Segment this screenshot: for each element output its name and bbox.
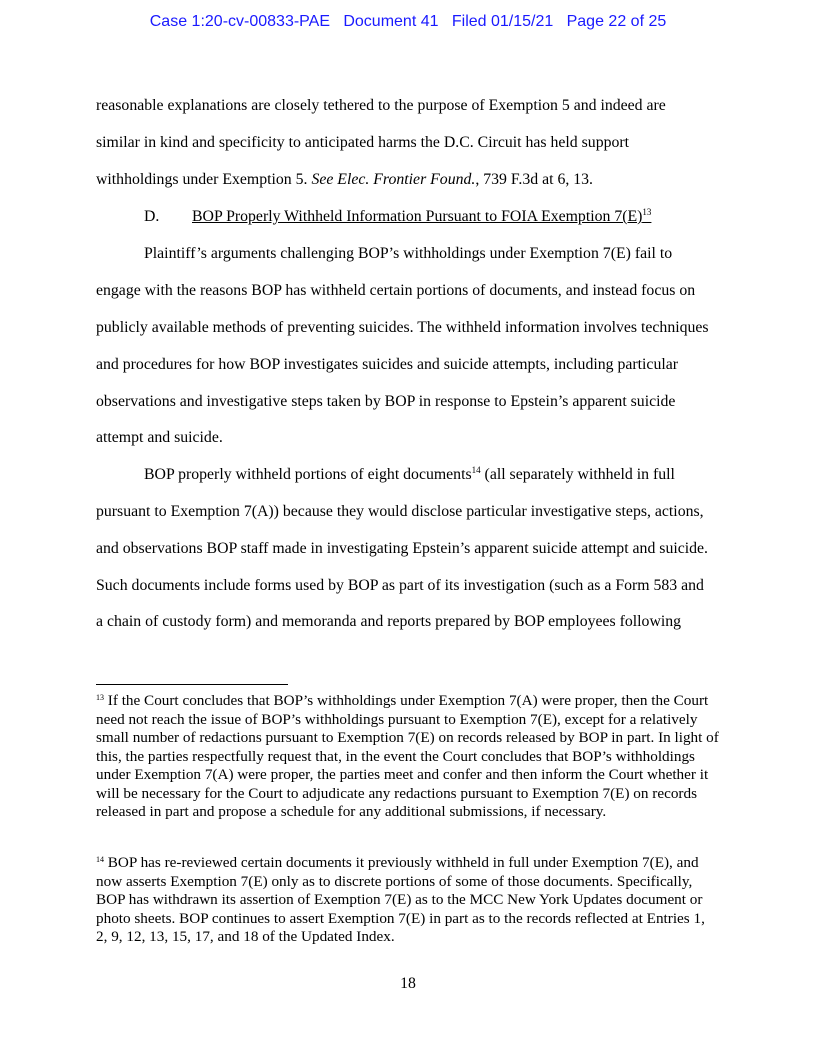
section-heading-title [192, 207, 651, 227]
case-citation: See Elec. Frontier Found. [311, 171, 476, 188]
body-line: similar in kind and specificity to anticipated harms the D.C. Circuit has held support [96, 134, 630, 151]
body-line: and observations BOP staff made in investigating Epstein’s apparent suicide attempt and suicide. [96, 540, 708, 557]
filed-date: Filed 01/15/21 [451, 13, 554, 30]
body-line: Such documents include forms used by BOP as part of its investigation (such as a Form 583 and [96, 577, 704, 594]
body-line: and procedures for how BOP investigates suicides and suicide attempts, including particular [96, 356, 679, 373]
footnote-number: 13 [96, 693, 104, 702]
page-of-total: Page 22 of 25 [566, 13, 667, 30]
footnote-ref-14[interactable]: 14 [471, 465, 481, 475]
body-line: a chain of custody form) and memoranda and reports prepared by BOP employees following [96, 613, 682, 630]
page-number: 18 [400, 975, 416, 992]
footnote-13 [96, 692, 720, 822]
body-text: , 739 F.3d at 6, 13. [475, 171, 594, 188]
section-letter: D. [144, 208, 160, 225]
body-text: withholdings under Exemption 5. [96, 171, 312, 188]
footnote-text: BOP has re-reviewed certain documents it previously withheld in full under Exemption 7(E), and now asserts Exemption 7(E) only as to discrete portions of some of those documents. Specifically, BOP has withdrawn its assertion of Exemption 7(E) as to the MCC New York Updates document or photo sheets. BOP continues to assert Exemption 7(E) in part as to the records reflected at Entries 1, 2, 9, 12, 13, 15, 17, and 18 of the Updated Index. [96, 854, 705, 945]
body-line: pursuant to Exemption 7(A)) because they would disclose particular investigative steps, actions, [96, 503, 704, 520]
case-number: Case 1:20-cv-00833-PAE [149, 13, 330, 30]
body-text: (all separately withheld in full [480, 466, 675, 483]
case-header [0, 13, 816, 31]
body-line [96, 170, 593, 190]
document-number: Document 41 [343, 13, 439, 30]
body-line: engage with the reasons BOP has withheld certain portions of documents, and instead focus on [96, 282, 696, 299]
section-heading [144, 207, 159, 227]
body-line: observations and investigative steps taken by BOP in response to Epstein’s apparent suicide [96, 393, 676, 410]
footnote-ref-13[interactable]: 13 [642, 207, 652, 217]
body-text: BOP properly withheld portions of eight documents [144, 466, 472, 483]
footnote-14 [96, 854, 720, 947]
footnote-separator [96, 684, 288, 685]
section-heading-text: BOP Properly Withheld Information Pursuant to FOIA Exemption $7(E)^{13}$ [192, 207, 652, 225]
footnote-text: If the Court concludes that BOP’s withholdings under Exemption 7(A) were proper, then the Court need not reach the issue of BOP’s withholdings pursuant to Exemption 7(E), except for a relatively small number of redactions pursuant to Exemption 7(E) on records released by BOP in part. In light of this, the parties respectfully request that, in the event the Court concludes that BOP’s withholdings under Exemption 7(A) were proper, the parties meet and confer and then inform the Court whether it will be necessary for the Court to adjudicate any redactions pursuant to Exemption 7(E) on records released in part and propose a schedule for any additional submissions, if necessary. [96, 692, 719, 820]
body-line: reasonable explanations are closely tethered to the purpose of Exemption 5 and indeed are [96, 97, 666, 114]
footnote-number: 14 [96, 855, 104, 864]
body-line: Plaintiff’s arguments challenging BOP’s withholdings under Exemption 7(E) fail to [144, 245, 673, 262]
body-line: attempt and suicide. [96, 429, 223, 446]
body-line [144, 465, 675, 485]
body-line: publicly available methods of preventing suicides. The withheld information involves techniques [96, 319, 709, 336]
